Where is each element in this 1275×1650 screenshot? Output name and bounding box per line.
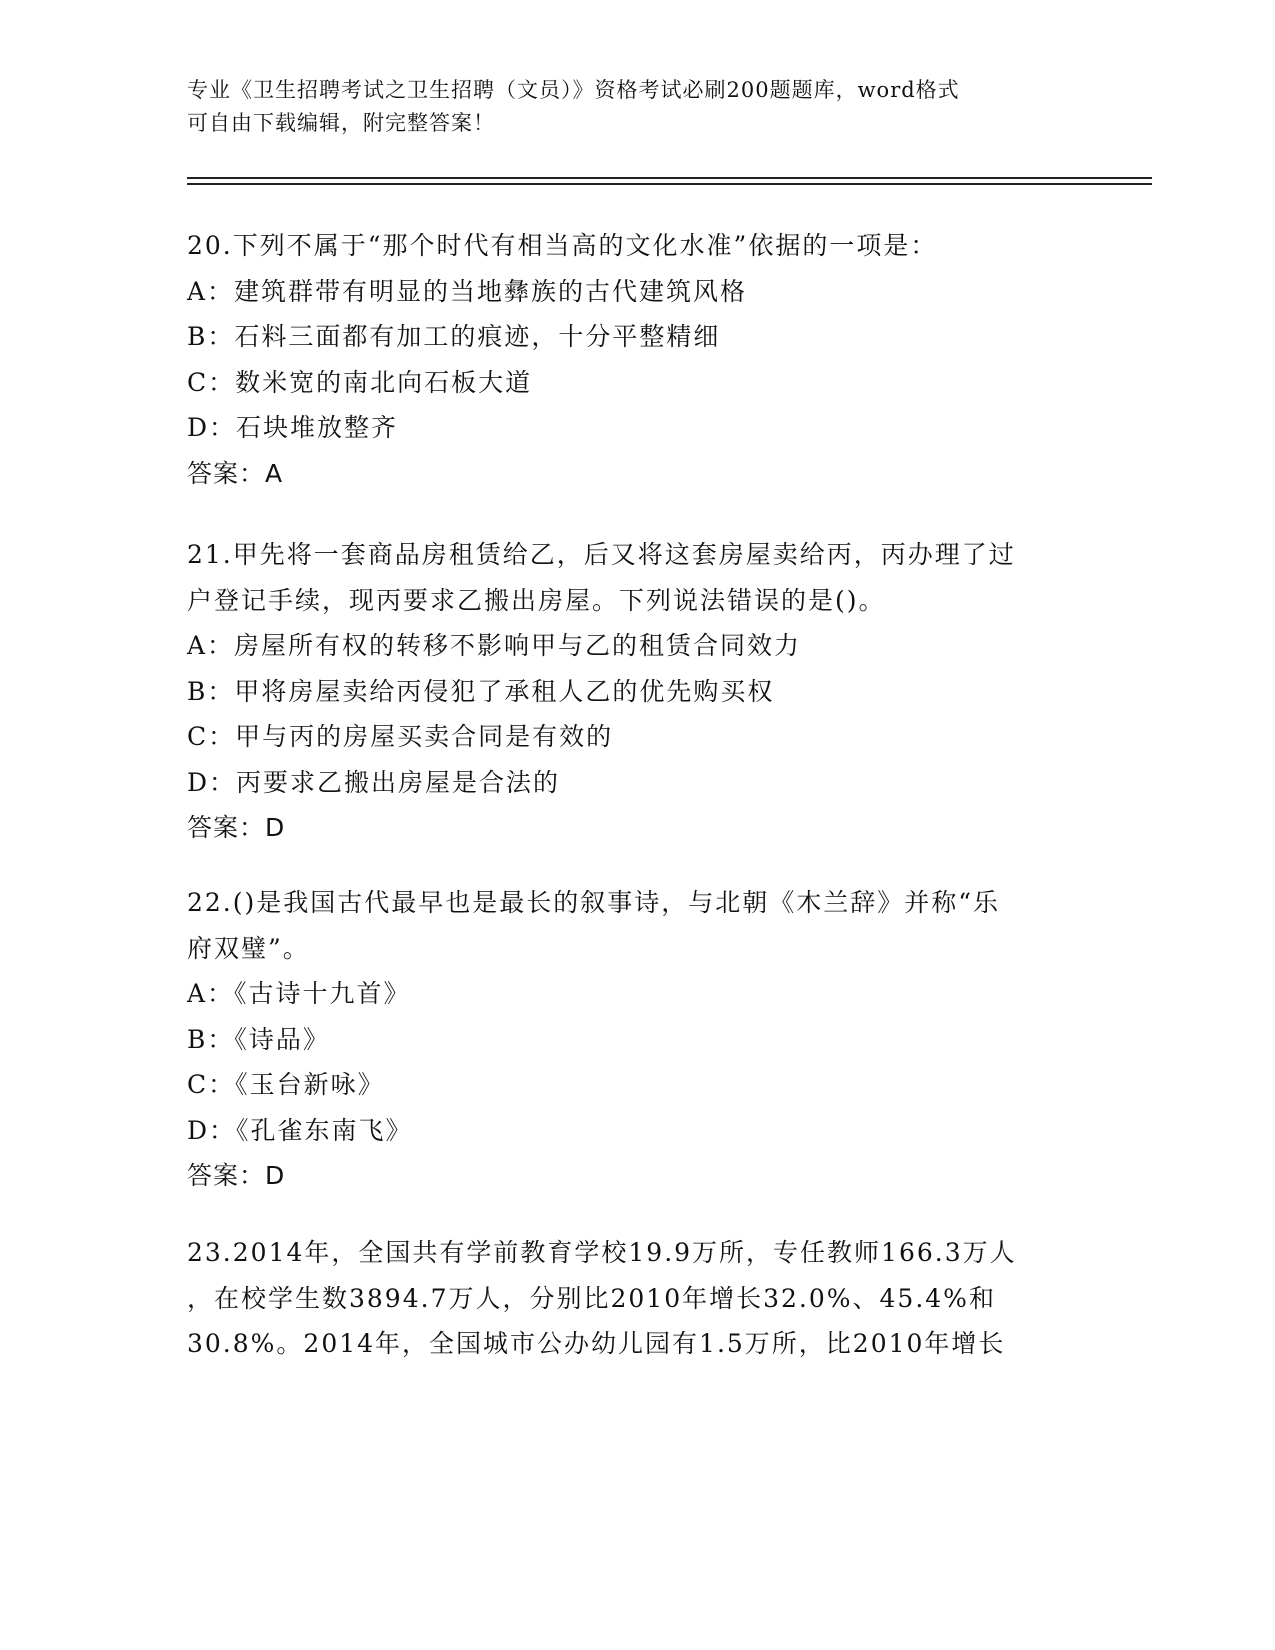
header-divider-bottom [187, 183, 1152, 185]
question-text-line-1: 21.甲先将一套商品房租赁给乙，后又将这套房屋卖给丙，丙办理了过 [187, 540, 1016, 569]
option-d: D：石块堆放整齐 [187, 413, 399, 442]
document-header [187, 74, 1087, 140]
question-21 [187, 532, 1087, 851]
answer: 答案：D [187, 813, 286, 842]
option-d: D：《孔雀东南飞》 [187, 1115, 413, 1145]
option-b: B：《诗品》 [187, 1024, 330, 1054]
option-b: B：石料三面都有加工的痕迹，十分平整精细 [187, 322, 721, 351]
question-text-line-3: 30.8%。2014年，全国城市公办幼儿园有1.5万所，比2010年增长 [187, 1329, 1006, 1358]
option-c: C：数米宽的南北向石板大道 [187, 367, 533, 397]
question-text: 20.下列不属于“那个时代有相当高的文化水准”依据的一项是： [187, 231, 938, 260]
answer: 答案：A [187, 458, 284, 488]
question-text-line-2: 府双璧”。 [187, 933, 310, 963]
header-divider-top [187, 177, 1152, 179]
header-line-1: 专业《卫生招聘考试之卫生招聘（文员）》资格考试必刷200题题库，word格式 [187, 78, 960, 102]
option-c: C：甲与丙的房屋买卖合同是有效的 [187, 722, 614, 751]
option-a: A：房屋所有权的转移不影响甲与乙的租赁合同效力 [187, 631, 802, 660]
question-22 [187, 880, 1087, 1199]
option-a: A：《古诗十九首》 [187, 979, 411, 1008]
header-line-2: 可自由下载编辑，附完整答案！ [187, 111, 495, 135]
option-c: C：《玉台新咏》 [187, 1070, 385, 1099]
question-23 [187, 1230, 1087, 1367]
option-b: B：甲将房屋卖给丙侵犯了承租人乙的优先购买权 [187, 676, 775, 706]
option-a: A：建筑群带有明显的当地彝族的古代建筑风格 [187, 276, 748, 306]
question-text-line-2: ，在校学生数3894.7万人，分别比2010年增长32.0%、45.4%和 [187, 1283, 996, 1313]
question-20 [187, 223, 1087, 496]
answer: 答案：D [187, 1161, 286, 1190]
option-d: D：丙要求乙搬出房屋是合法的 [187, 767, 561, 797]
question-text-line-1: 22.()是我国古代最早也是最长的叙事诗，与北朝《木兰辞》并称“乐 [187, 888, 1001, 917]
question-text-line-1: 23.2014年，全国共有学前教育学校19.9万所，专任教师166.3万人 [187, 1238, 1017, 1267]
question-text-line-2: 户登记手续，现丙要求乙搬出房屋。下列说法错误的是()。 [187, 585, 886, 615]
